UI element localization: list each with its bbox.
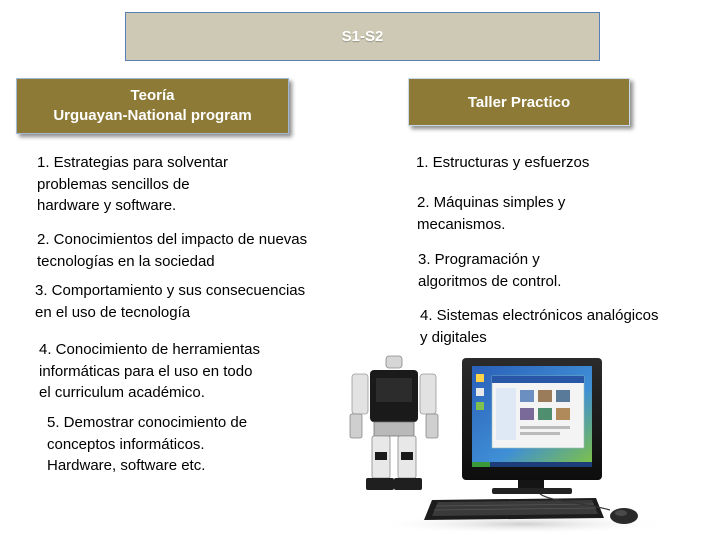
teoria-item-2: 2. Conocimientos del impacto de nuevas tecnologías en la sociedad <box>37 231 308 270</box>
taller-item-3: 3. Programación y algoritmos de control. <box>418 251 562 290</box>
robot-and-computer-photo <box>342 352 662 532</box>
computer-monitor-icon <box>462 358 602 494</box>
slide-title-box <box>125 12 600 61</box>
teoria-title: Teoría <box>130 87 175 104</box>
teoria-item-4: 4. Conocimiento de herramientas informáticas para el uso en todo el curriculum académico. <box>39 341 260 401</box>
teoria-subtitle: Urguayan-National program <box>53 107 252 124</box>
robot-icon <box>350 356 438 490</box>
teoria-item-5: 5. Demostrar conocimiento de conceptos informáticos. Hardware, software etc. <box>47 414 248 474</box>
teoria-item-1: 1. Estrategias para solventar problemas sencillos de hardware y software. <box>37 154 228 214</box>
teoria-header-box <box>16 78 289 134</box>
taller-item-4: 4. Sistemas electrónicos analógicos y digitales <box>420 307 659 346</box>
mouse-icon <box>610 508 638 524</box>
keyboard-icon <box>424 498 604 520</box>
taller-header-box <box>408 78 630 126</box>
taller-title: Taller Practico <box>467 93 571 111</box>
taller-item-2: 2. Máquinas simples y mecanismos. <box>417 194 566 233</box>
slide-title: S1-S2 <box>341 28 384 45</box>
teoria-item-3: 3. Comportamiento y sus consecuencias en el uso de tecnología <box>35 282 306 321</box>
taller-item-1: 1. Estructuras y esfuerzos <box>416 154 590 171</box>
